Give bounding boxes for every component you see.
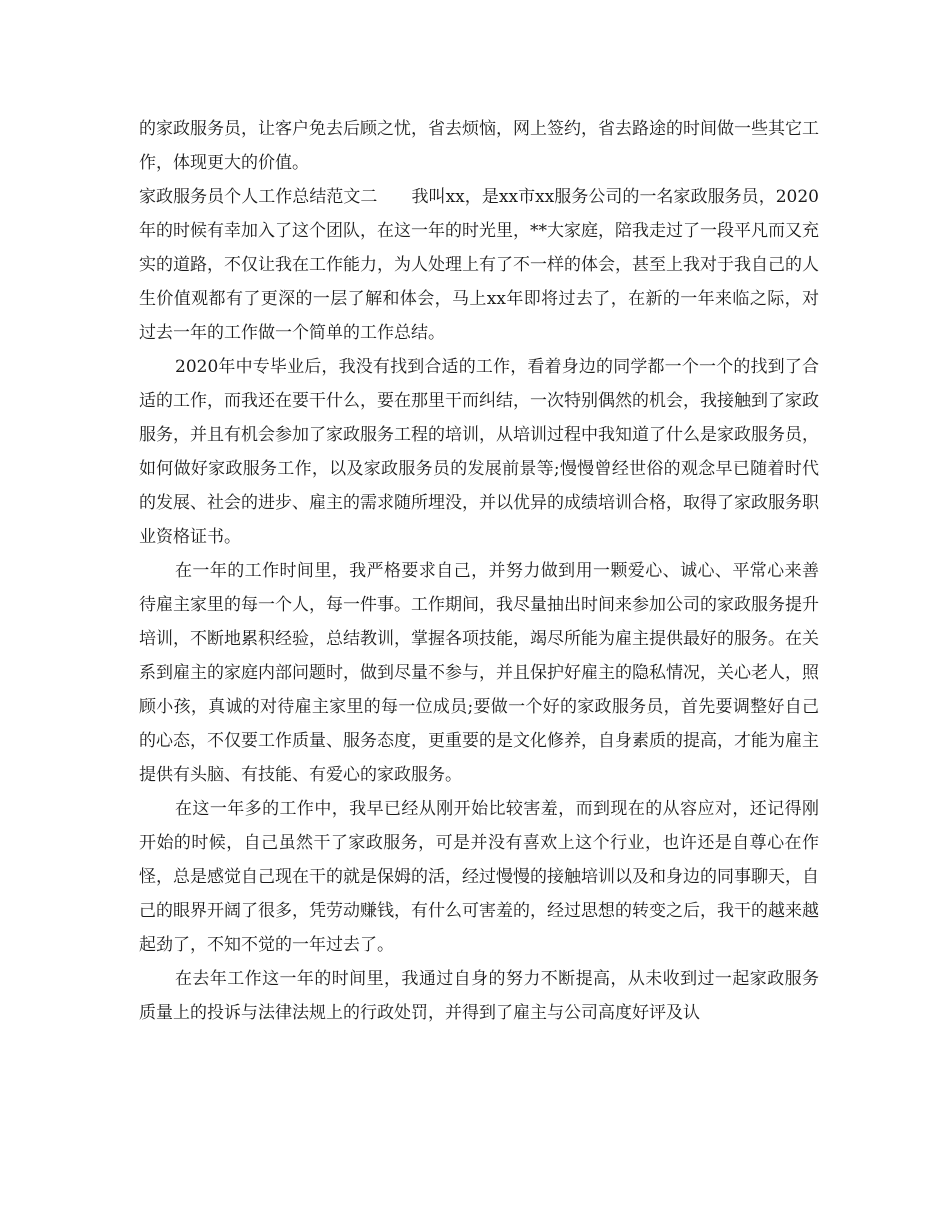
paragraph-intro-continuation: 的家政服务员，让客户免去后顾之忧，省去烦恼，网上签约，省去路途的时间做一些其它工作，体现更大的价值。 bbox=[139, 119, 819, 173]
paragraph-work-attitude: 在一年的工作时间里，我严格要求自己，并努力做到用一颗爱心、诚心、平常心来善待雇主家里的每一个人，每一件事。工作期间，我尽量抽出时间来参加公司的家政服务提升培训，不断地累积经验，总结教训，掌握各项技能，竭尽所能为雇主提供最好的服务。在关系到雇主的家庭内部问题时，做到尽量不参与，并且保护好雇主的隐私情况，关心老人，照顾小孩，真诚的对待雇主家里的每一位成员;要做一个好的家政服务员，首先要调整好自己的心态，不仅要工作质量、服务态度，更重要的是文化修养，自身素质的提高，才能为雇主提供有头脑、有技能、有爱心的家政服务。 bbox=[139, 561, 819, 785]
paragraph-graduation: 2020年中专毕业后，我没有找到合适的工作，看着身边的同学都一个一个的找到了合适的工作，而我还在要干什么，要在那里干而纠结，一次特别偶然的机会，我接触到了家政服务，并且有机会参加了家政服务工程的培训，从培训过程中我知道了什么是家政服务员，如何做好家政服务工作，以及家政服务员的发展前景等;慢慢曾经世俗的观念早已随着时代的发展、社会的进步、雇主的需求随所埋没，并以优异的成绩培训合格，取得了家政服务职业资格证书。 bbox=[139, 357, 819, 547]
paragraph-section-title-and-intro: 家政服务员个人工作总结范文二 我叫xx，是xx市xx服务公司的一名家政服务员，2020年的时候有幸加入了这个团队，在这一年的时光里，**大家庭，陪我走过了一段平凡而又充实的道路，不仅让我在工作能力，为人处理上有了不一样的体会，甚至上我对于我自己的人生价值观都有了更深的一层了解和体会，马上xx年即将过去了，在新的一年来临之际，对过去一年的工作做一个简单的工作总结。 bbox=[139, 187, 819, 343]
paragraph-achievements: 在去年工作这一年的时间里，我通过自身的努力不断提高，从未收到过一起家政服务质量上的投诉与法律法规上的行政处罚，并得到了雇主与公司高度好评及认 bbox=[139, 969, 819, 1023]
document-body bbox=[139, 112, 819, 1030]
paragraph-growth: 在这一年多的工作中，我早已经从刚开始比较害羞，而到现在的从容应对，还记得刚开始的时候，自己虽然干了家政服务，可是并没有喜欢上这个行业，也许还是自尊心在作怪，总是感觉自己现在干的就是保姆的活，经过慢慢的接触培训以及和身边的同事聊天，自己的眼界开阔了很多，凭劳动赚钱，有什么可害羞的，经过思想的转变之后，我干的越来越起劲了，不知不觉的一年过去了。 bbox=[139, 799, 819, 955]
